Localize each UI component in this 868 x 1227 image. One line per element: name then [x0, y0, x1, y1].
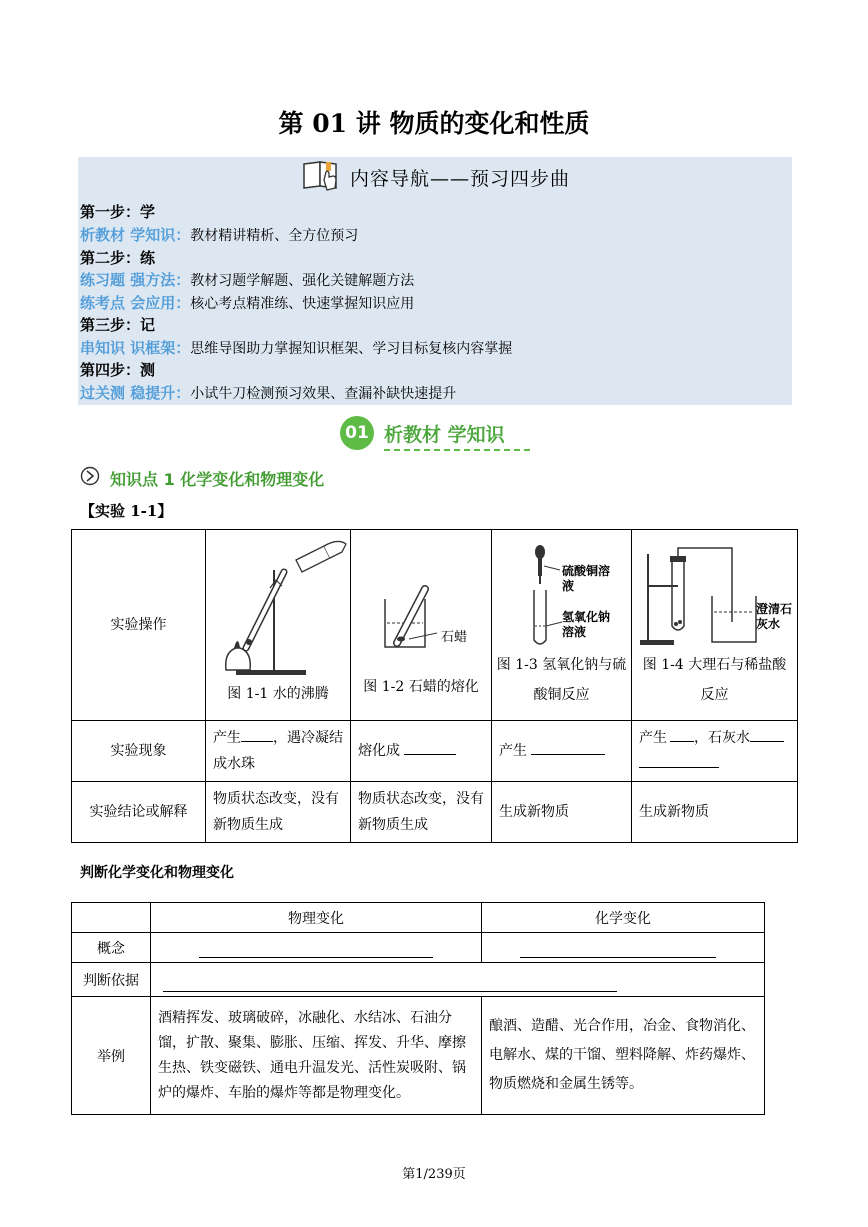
row-label-operation: 实验操作: [72, 530, 206, 721]
phenomenon-naoh: 产生: [492, 721, 632, 782]
nav-item-apply: 练考点 会应用：核心考点精准练、快速掌握知识应用: [80, 294, 415, 312]
label-naoh: 氢氧化钠溶液: [562, 610, 611, 639]
phenomenon-boiling: 产生 ，遇冷凝结成水珠: [206, 721, 351, 782]
row-label-basis: 判断依据: [72, 963, 151, 997]
figure-caption-2: 图 1-2 石蜡的熔化: [363, 679, 479, 695]
judge-heading: 判断化学变化和物理变化: [80, 865, 234, 881]
header-chemical: 化学变化: [482, 903, 765, 933]
nav-step-2: 第二步：练: [80, 249, 156, 267]
row-label-examples: 举例: [72, 997, 151, 1115]
table-row: [72, 721, 798, 782]
experiment-label: 【实验 1-1】: [80, 502, 173, 520]
fill-blank[interactable]: [639, 767, 719, 768]
physical-examples: 酒精挥发、玻璃破碎，冰融化、水结冰、石油分馏，扩散、聚集、膨胀、压缩、挥发、升华、摩擦生热、铁变磁铁、通电升温发光、活性炭吸附、锅炉的爆炸、车胎的爆炸等都是物理变化。: [151, 997, 482, 1115]
chemical-examples: 酿酒、造醋、光合作用，冶金、食物消化、电解水、煤的干馏、塑料降解、炸药爆炸、物质燃烧和金属生锈等。: [482, 997, 765, 1115]
nav-item-learn: 析教材 学知识：教材精讲精析、全方位预习: [80, 226, 359, 244]
concept-physical-blank[interactable]: [151, 933, 482, 963]
table-row: [72, 782, 798, 843]
comparison-table: [71, 902, 765, 1115]
wax-melting-figure: [351, 549, 491, 649]
table-row: [72, 997, 765, 1115]
fill-blank[interactable]: [404, 754, 456, 755]
phenomenon-marble: 产生 ，石灰水: [632, 721, 798, 782]
figure-cell-marble: [632, 530, 798, 721]
label-cuso4: 硫酸铜溶液: [562, 564, 611, 593]
section-title: 析教材 学知识: [384, 424, 505, 446]
nav-item-framework: 串知识 识框架：思维导图助力掌握知识框架、学习目标复核内容掌握: [80, 339, 513, 357]
label-wax: 石蜡: [441, 630, 468, 645]
figure-cell-naoh: [492, 530, 632, 721]
nav-item-test: 过关测 稳提升：小试牛刀检测预习效果、查漏补缺快速提升: [80, 384, 457, 402]
section-underline: [384, 449, 530, 451]
marble-acid-figure: [632, 530, 797, 650]
page-number: 第1/239页: [402, 1167, 466, 1182]
nav-header: [78, 157, 792, 197]
nav-item-practice: 练习题 强方法：教材习题学解题、强化关键解题方法: [80, 271, 415, 289]
fill-blank[interactable]: [531, 754, 605, 755]
row-label-concept: 概念: [72, 933, 151, 963]
row-label-phenomenon: 实验现象: [72, 721, 206, 782]
naoh-cuso4-figure: [492, 530, 631, 650]
basis-blank[interactable]: [151, 963, 765, 997]
nav-step-3: 第三步：记: [80, 316, 156, 334]
table-row: [72, 530, 798, 721]
fill-blank[interactable]: [670, 741, 694, 742]
experiment-table: [71, 529, 798, 843]
fill-blank[interactable]: [241, 741, 273, 742]
figure-caption-1: 图 1-1 水的沸腾: [227, 686, 329, 702]
table-row: [72, 903, 765, 933]
conclusion-marble: 生成新物质: [632, 782, 798, 843]
fill-blank[interactable]: [750, 741, 784, 742]
nav-step-1: 第一步：学: [80, 203, 156, 221]
header-empty: [72, 903, 151, 933]
conclusion-boiling: 物质状态改变，没有新物质生成: [206, 782, 351, 843]
section-number-badge: 01: [340, 416, 374, 450]
table-row: [72, 933, 765, 963]
row-label-conclusion: 实验结论或解释: [72, 782, 206, 843]
header-physical: 物理变化: [151, 903, 482, 933]
page-title: 第 01 讲 物质的变化和性质: [278, 109, 590, 138]
knowledge-point-heading: [80, 466, 324, 490]
knowledge-point-title: 知识点 1 化学变化和物理变化: [110, 469, 325, 489]
concept-chemical-blank[interactable]: [482, 933, 765, 963]
figure-cell-boiling: [206, 530, 351, 721]
conclusion-wax: 物质状态改变，没有新物质生成: [351, 782, 492, 843]
book-hand-icon: [300, 158, 344, 196]
figure-caption-3: 图 1-3 氢氧化钠与硫酸铜反应: [496, 657, 627, 703]
nav-step-4: 第四步：测: [80, 361, 156, 379]
figure-cell-wax: [351, 530, 492, 721]
nav-heading: 内容导航——预习四步曲: [349, 167, 570, 190]
boiling-apparatus-figure: [206, 530, 350, 680]
section-banner: [340, 414, 530, 454]
conclusion-naoh: 生成新物质: [492, 782, 632, 843]
content-navigation-box: [78, 157, 792, 405]
phenomenon-wax: 熔化成: [351, 721, 492, 782]
figure-caption-4: 图 1-4 大理石与稀盐酸反应: [642, 657, 787, 703]
label-limewater: 澄清石灰水: [756, 602, 793, 631]
table-row: [72, 963, 765, 997]
arrow-circle-icon: [80, 466, 100, 490]
